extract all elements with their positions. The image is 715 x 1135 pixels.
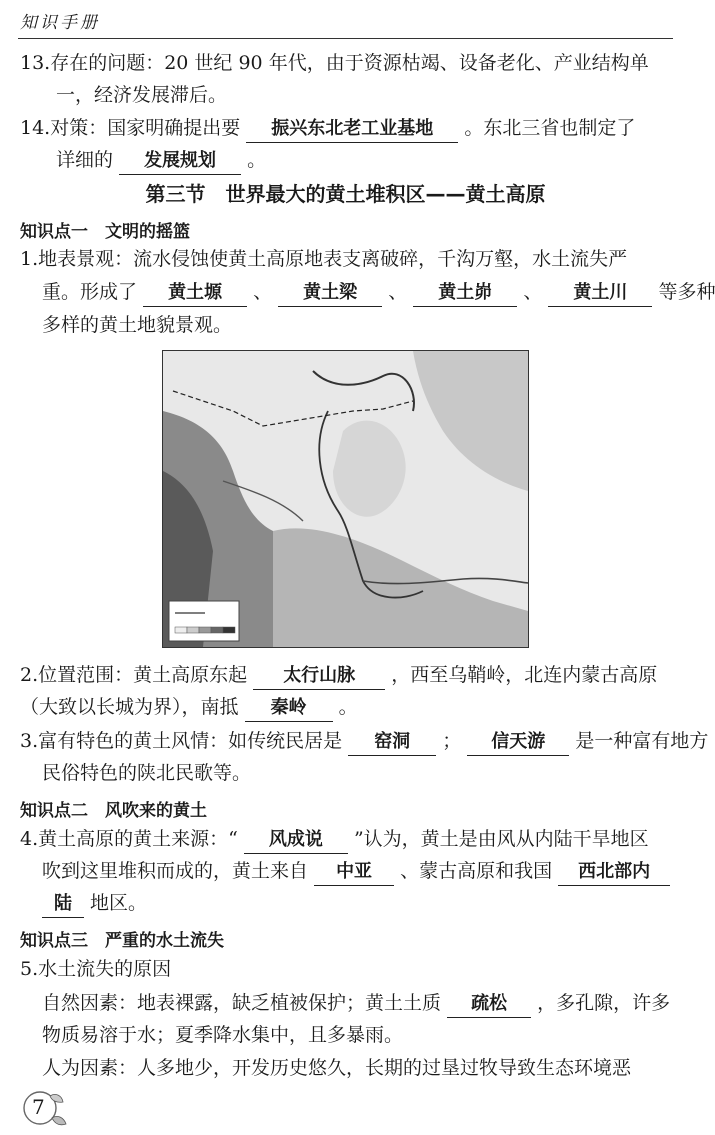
knowledge-point-2-title: 知识点二 风吹来的黄土 — [20, 801, 207, 821]
answer-blank: 秦岭 — [245, 695, 333, 722]
answer-blank: 风成说 — [244, 827, 348, 854]
map-illustration — [163, 351, 528, 647]
answer-blank: 信天游 — [467, 729, 569, 756]
item-13-line2: 一，经济发展滞后。 — [56, 84, 228, 106]
answer-blank: 疏松 — [447, 991, 531, 1018]
answer-blank: 西北部内 — [558, 859, 670, 886]
knowledge-point-3-title: 知识点三 严重的水土流失 — [20, 931, 224, 951]
q5-natural-line1: 自然因素：地表裸露，缺乏植被保护；黄土土质 疏松 ，多孔隙，许多 — [42, 988, 670, 1019]
page-header — [18, 2, 673, 39]
item-14-line2: 详细的 发展规划 。 — [56, 145, 266, 176]
answer-blank: 中亚 — [314, 859, 394, 886]
q3-line2: 民俗特色的陕北民歌等。 — [42, 762, 252, 784]
answer-blank: 黄土梁 — [278, 280, 382, 307]
q4-line2: 吹到这里堆积而成的，黄土来自 中亚 、蒙古高原和我国 西北部内 — [42, 856, 670, 887]
q2-line2: （大致以长城为界），南抵 秦岭 。 — [20, 692, 358, 723]
q4-line3: 陆 地区。 — [42, 888, 147, 919]
answer-blank: 黄土塬 — [143, 280, 247, 307]
q1-line3: 多样的黄土地貌景观。 — [42, 314, 233, 336]
leaf-icon — [22, 1088, 68, 1128]
answer-blank: 黄土峁 — [413, 280, 517, 307]
header-title: 知识手册 — [20, 13, 100, 33]
q5-title: 5.水土流失的原因 — [20, 958, 172, 980]
answer-blank: 陆 — [42, 891, 84, 918]
item-14-line1: 14.对策：国家明确提出要 振兴东北老工业基地 。东北三省也制定了 — [20, 113, 675, 144]
q4-line1: 4.黄土高原的黄土来源：“ 风成说 ”认为，黄土是由风从内陆干旱地区 — [20, 824, 675, 855]
answer-blank: 太行山脉 — [253, 663, 385, 690]
q5-human-line1: 人为因素：人多地少，开发历史悠久，长期的过垦过牧导致生态环境恶 — [42, 1057, 632, 1079]
answer-blank: 黄土川 — [548, 280, 652, 307]
section-title: 第三节 世界最大的黄土堆积区——黄土高原 — [145, 182, 546, 206]
answer-blank: 窑洞 — [348, 729, 436, 756]
q3-line1: 3.富有特色的黄土风情：如传统民居是 窑洞 ； 信天游 是一种富有地方 — [20, 726, 675, 757]
answer-blank: 发展规划 — [119, 148, 241, 175]
loess-plateau-map — [162, 350, 529, 648]
q5-natural-line2: 物质易溶于水；夏季降水集中，且多暴雨。 — [42, 1024, 404, 1046]
q2-line1: 2.位置范围：黄土高原东起 太行山脉 ，西至乌鞘岭，北连内蒙古高原 — [20, 660, 675, 691]
page-number: 7 — [22, 1088, 62, 1128]
q1-line1: 1.地表景观：流水侵蚀使黄土高原地表支离破碎，千沟万壑，水土流失严 — [20, 248, 628, 270]
q1-line2: 重。形成了 黄土塬 、 黄土梁 、 黄土峁 、 黄土川 等多种 — [42, 277, 715, 308]
answer-blank: 振兴东北老工业基地 — [246, 116, 458, 143]
knowledge-point-1-title: 知识点一 文明的摇篮 — [20, 222, 190, 242]
item-13-line1: 13.存在的问题：20 世纪 90 年代，由于资源枯竭、设备老化、产业结构单 — [20, 52, 649, 74]
